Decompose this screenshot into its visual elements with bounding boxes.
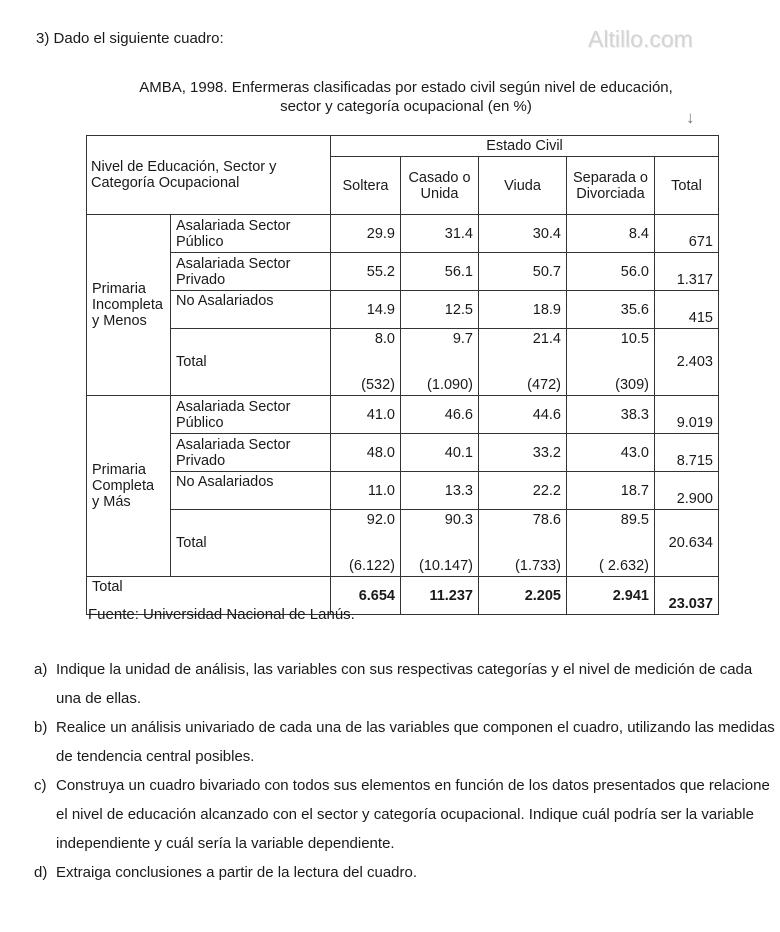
table-cell: 89.5 <box>620 512 649 528</box>
table-cell: 92.0 <box>366 512 395 528</box>
row-total: 2.403 <box>655 329 719 396</box>
table-cell: 38.3 <box>567 396 655 434</box>
table-cell: 31.4 <box>401 215 479 253</box>
col-header-viuda: Viuda <box>479 157 567 215</box>
handwritten-arrow-icon: ↓ <box>686 108 695 127</box>
row-label: No Asalariados <box>171 472 331 510</box>
table-cell: 8.0 <box>374 331 395 347</box>
row-label: Total <box>171 329 331 396</box>
row-header: Nivel de Educación, Sector y Categoría Ocupacional <box>87 136 331 215</box>
table-cell: 18.7 <box>567 472 655 510</box>
table-cell: 14.9 <box>331 291 401 329</box>
table-cell: 35.6 <box>567 291 655 329</box>
count-cell: (472) <box>527 377 561 393</box>
count-cell: (532) <box>361 377 395 393</box>
table-cell: 33.2 <box>479 434 567 472</box>
row-total: 415 <box>655 291 719 329</box>
col-header-casado: Casado o Unida <box>401 157 479 215</box>
group-label: Primaria Completa y Más <box>87 396 171 577</box>
item-text: Realice un análisis univariado de cada una de las variables que componen el cuadro, utilizando las medidas de tendencia central posibles. <box>56 719 775 765</box>
list-item <box>34 771 780 858</box>
row-label: No Asalariados <box>171 291 331 329</box>
table-cell: 78.6 <box>532 512 561 528</box>
table-cell: 13.3 <box>401 472 479 510</box>
table-cell: 43.0 <box>567 434 655 472</box>
row-total: 9.019 <box>655 396 719 434</box>
row-total: 1.317 <box>655 253 719 291</box>
list-item <box>34 713 780 771</box>
caption-line-1: AMBA, 1998. Enfermeras clasificadas por estado civil según nivel de educación, <box>139 79 673 96</box>
estado-civil-header: Estado Civil <box>331 136 719 157</box>
count-cell: (1.090) <box>427 377 473 393</box>
row-total: 8.715 <box>655 434 719 472</box>
row-total: 20.634 <box>655 510 719 577</box>
count-cell: (6.122) <box>349 558 395 574</box>
row-total: 2.900 <box>655 472 719 510</box>
item-text: Indique la unidad de análisis, las variables con sus respectivas categorías y el nivel de medición de cada una de ellas. <box>56 661 753 707</box>
watermark-logo: Altillo.com <box>588 26 693 52</box>
question-items <box>34 655 780 887</box>
item-label: c) <box>34 777 47 794</box>
table-cell: 90.3 <box>444 512 473 528</box>
item-text: Extraiga conclusiones a partir de la lectura del cuadro. <box>56 864 418 881</box>
item-label: d) <box>34 864 48 881</box>
table-cell: 21.4 <box>532 331 561 347</box>
list-item <box>34 858 780 887</box>
row-label: Total <box>171 510 331 577</box>
grand-total-cell: 11.237 <box>401 577 479 615</box>
row-label: Asalariada Sector Público <box>171 215 331 253</box>
grand-total-label: Total <box>87 577 331 615</box>
table-cell: 48.0 <box>331 434 401 472</box>
table-source: Fuente: Universidad Nacional de Lanús. <box>88 606 355 623</box>
item-label: a) <box>34 661 48 678</box>
row-total: 671 <box>655 215 719 253</box>
row-label: Asalariada Sector Privado <box>171 253 331 291</box>
count-cell: (309) <box>615 377 649 393</box>
row-label: Asalariada Sector Público <box>171 396 331 434</box>
list-item <box>34 655 780 713</box>
count-cell: ( 2.632) <box>599 558 649 574</box>
table-cell: 56.1 <box>401 253 479 291</box>
item-text: Construya un cuadro bivariado con todos sus elementos en función de los datos presentados que relacione el nivel de educación alcanzado con el sector y categoría ocupacional. Indique cuál podría ser la variable independiente y cuál sería la variable dependiente. <box>56 777 770 852</box>
table-cell: 9.7 <box>452 331 473 347</box>
question-heading <box>36 30 224 47</box>
table-cell: 46.6 <box>401 396 479 434</box>
table-cell: 40.1 <box>401 434 479 472</box>
item-label: b) <box>34 719 48 736</box>
table-cell: 10.5 <box>620 331 649 347</box>
table-cell: 12.5 <box>401 291 479 329</box>
grand-total-cell: 6.654 <box>331 577 401 615</box>
table-cell: 56.0 <box>567 253 655 291</box>
grand-total: 23.037 <box>655 577 719 615</box>
row-label: Asalariada Sector Privado <box>171 434 331 472</box>
table-cell: 41.0 <box>331 396 401 434</box>
table-cell: 29.9 <box>331 215 401 253</box>
caption-line-2: sector y categoría ocupacional (en %) <box>280 98 532 115</box>
count-cell: (10.147) <box>418 558 473 574</box>
table-cell: 18.9 <box>479 291 567 329</box>
count-cell: (1.733) <box>515 558 561 574</box>
table-cell: 44.6 <box>479 396 567 434</box>
table-cell: 30.4 <box>479 215 567 253</box>
table-cell: 55.2 <box>331 253 401 291</box>
table-cell: 8.4 <box>567 215 655 253</box>
question-number: 3) <box>36 30 50 47</box>
col-header-soltera: Soltera <box>331 157 401 215</box>
table-cell: 22.2 <box>479 472 567 510</box>
table-cell: 50.7 <box>479 253 567 291</box>
table-cell: 11.0 <box>331 472 401 510</box>
grand-total-cell: 2.205 <box>479 577 567 615</box>
col-header-separada: Separada o Divorciada <box>567 157 655 215</box>
grand-total-cell: 2.941 <box>567 577 655 615</box>
question-text: Dado el siguiente cuadro: <box>53 30 224 47</box>
col-header-total: Total <box>655 157 719 215</box>
group-label: Primaria Incompleta y Menos <box>87 215 171 396</box>
table-caption <box>92 78 720 116</box>
data-table <box>86 135 719 615</box>
